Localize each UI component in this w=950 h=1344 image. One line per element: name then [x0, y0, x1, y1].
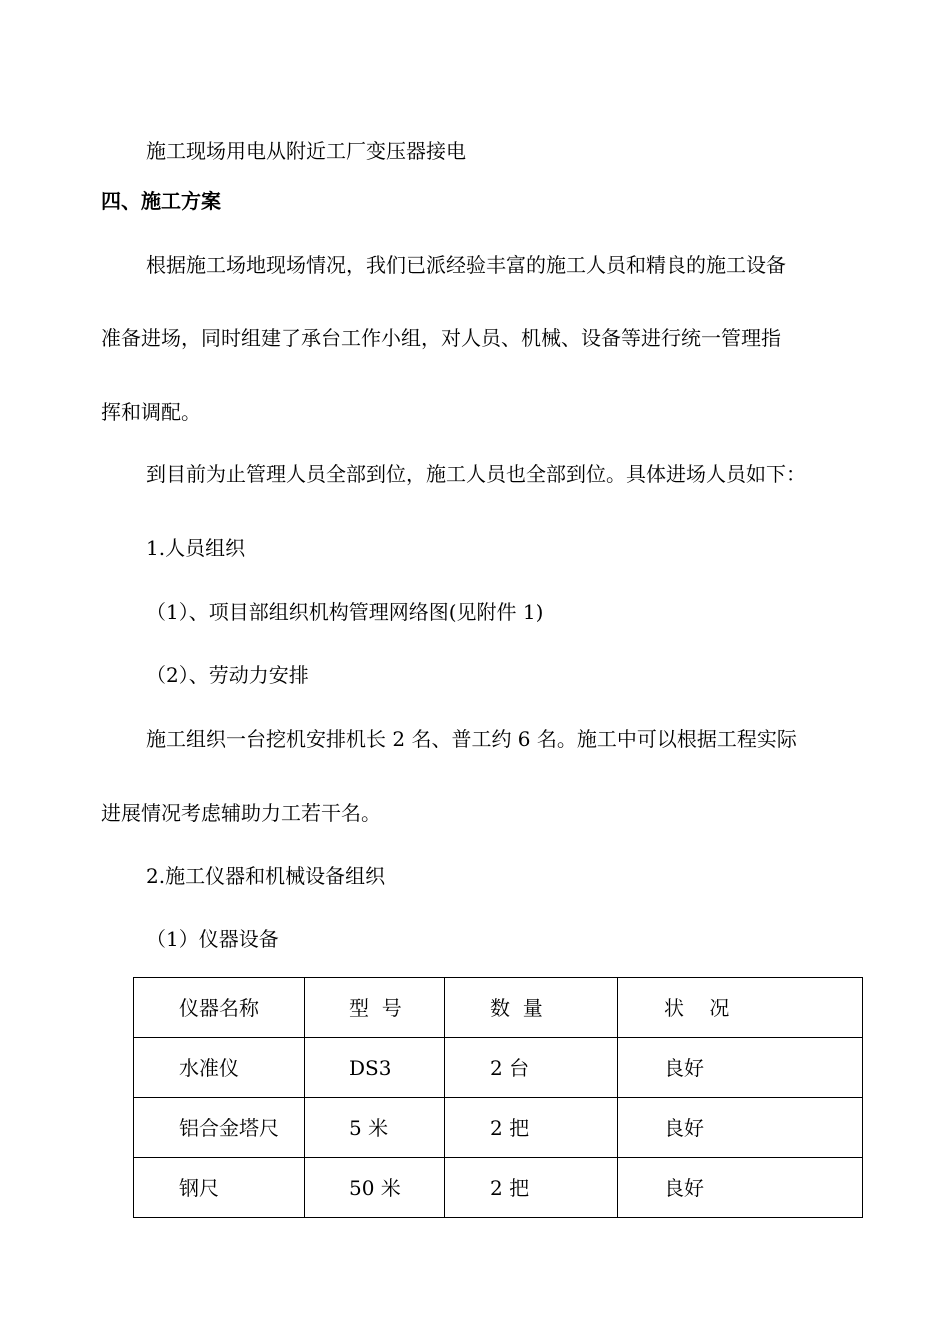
item-1-sub-1: （1）、项目部组织机构管理网络图(见附件 1): [146, 600, 544, 624]
table-row: [134, 1158, 863, 1218]
table-cell: DS3: [305, 1038, 445, 1098]
item-1-title: 1.人员组织: [146, 536, 246, 560]
table-cell: 50 米: [305, 1158, 445, 1218]
equipment-table: [133, 977, 863, 1218]
item-2-title: 2.施工仪器和机械设备组织: [146, 864, 386, 888]
item-2-sub-1: （1）仪器设备: [146, 927, 279, 951]
intro-text-line-1: 根据施工场地现场情况，我们已派经验丰富的施工人员和精良的施工设备: [146, 253, 786, 277]
status-text: 到目前为止管理人员全部到位，施工人员也全部到位。具体进场人员如下：: [146, 462, 806, 486]
table-cell: 2 把: [445, 1158, 618, 1218]
table-header-cell: 型 号: [305, 978, 445, 1038]
table-header-cell: 仪器名称: [134, 978, 305, 1038]
table-header-cell: 数 量: [445, 978, 618, 1038]
table-cell: 良好: [618, 1158, 863, 1218]
table-cell: 铝合金塔尺: [134, 1098, 305, 1158]
intro-text-line-2: 准备进场，同时组建了承台工作小组，对人员、机械、设备等进行统一管理指: [101, 326, 781, 350]
table-cell: 水准仪: [134, 1038, 305, 1098]
section-heading: 四、施工方案: [101, 189, 221, 213]
table-cell: 5 米: [305, 1098, 445, 1158]
power-supply-text: 施工现场用电从附近工厂变压器接电: [146, 139, 466, 163]
table-cell: 钢尺: [134, 1158, 305, 1218]
table-cell: 2 台: [445, 1038, 618, 1098]
intro-text-line-3: 挥和调配。: [101, 400, 201, 424]
table-cell: 2 把: [445, 1098, 618, 1158]
labor-text-line-2: 进展情况考虑辅助力工若干名。: [101, 801, 381, 825]
item-1-sub-2: （2）、劳动力安排: [146, 663, 309, 687]
table-row: [134, 1098, 863, 1158]
table-row: [134, 1038, 863, 1098]
table-cell: 良好: [618, 1098, 863, 1158]
labor-text-line-1: 施工组织一台挖机安排机长 2 名、普工约 6 名。施工中可以根据工程实际: [146, 727, 797, 751]
table-header-row: [134, 978, 863, 1038]
table-header-cell: 状 况: [618, 978, 863, 1038]
table-cell: 良好: [618, 1038, 863, 1098]
